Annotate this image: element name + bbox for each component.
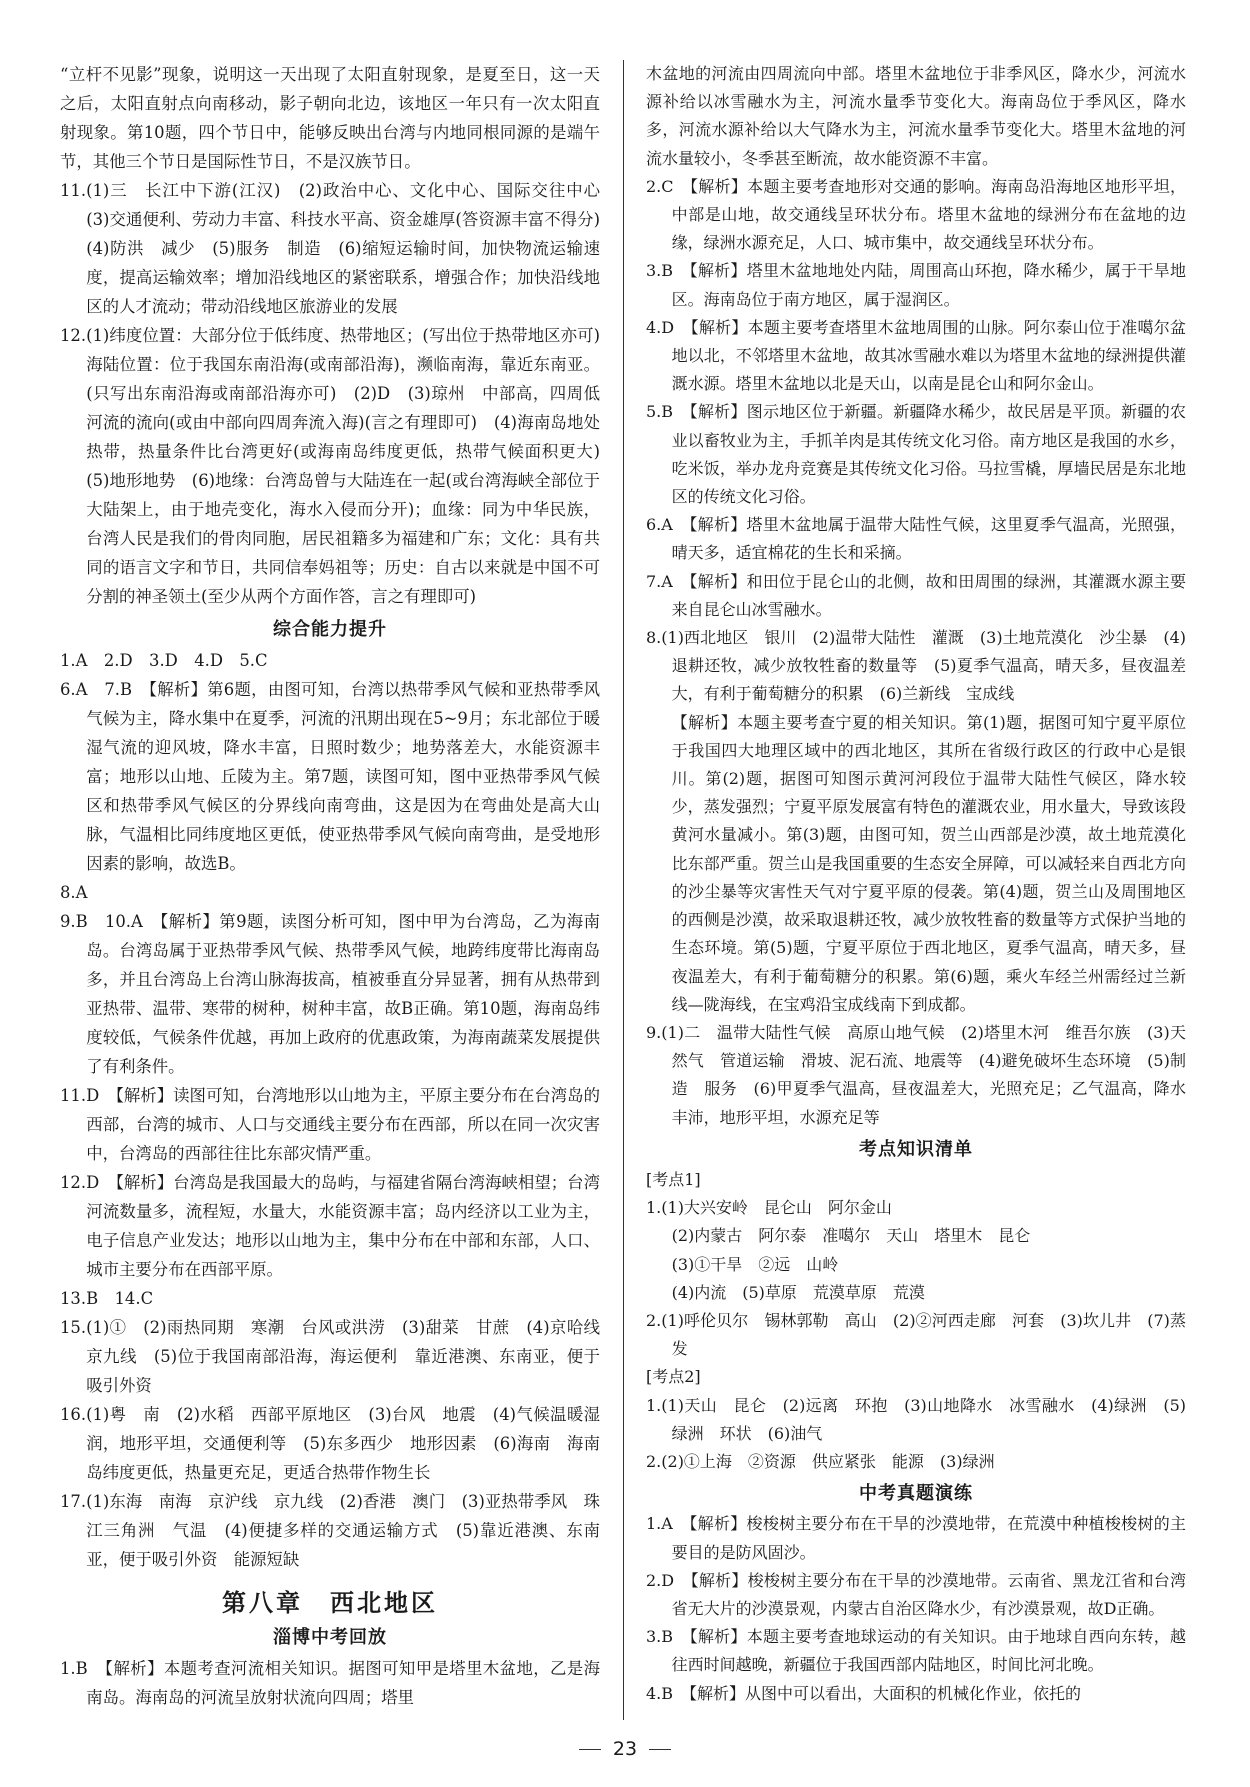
answer-item: 2.C 【解析】本题主要考查地形对交通的影响。海南岛沿海地区地形平坦，中部是山地，故交通线呈环状分布。塔里木盆地的绿洲分布在盆地的边缘，绿洲水源充足，人口、城市集中，故交通线呈环状分布。 xyxy=(646,176,1186,253)
answer-item: 3.B 【解析】本题主要考查地球运动的有关知识。由于地球自西向东转，越往西时间越晚，新疆位于我国西部内陆地区，时间比河北晚。 xyxy=(646,1627,1186,1675)
column-divider xyxy=(623,60,624,1720)
answer-item: 13.B 14.C xyxy=(60,1289,154,1308)
answer-item: 8.(1)西北地区 银川 (2)温带大陆性 灌溉 (3)土地荒漠化 沙尘暴 (4)退耕还牧，减少放牧牲畜的数量等 (5)夏季气温高，晴天多，昼夜温差大，有利于葡萄糖分的积累 (6)兰新线 宝成线 xyxy=(646,628,1186,704)
answer-item: 1.B 【解析】本题考查河流相关知识。据图可知甲是塔里木盆地，乙是海南岛。海南岛的河流呈放射状流向四周；塔里 xyxy=(60,1659,600,1707)
answer-item: 4.B 【解析】从图中可以看出，大面积的机械化作业，依托的 xyxy=(646,1683,1082,1703)
answer-item: 16.(1)粤 南 (2)水稻 西部平原地区 (3)台风 地震 (4)气候温暖湿润，地形平坦，交通便利等 (5)东多西少 地形因素 (6)海南 海南岛纬度更低，热量更充足，更适合热带作物生长 xyxy=(60,1405,600,1482)
answer-item: 7.A 【解析】和田位于昆仑山的北侧，故和田周围的绿洲，其灌溉水源主要来自昆仑山冰雪融水。 xyxy=(646,571,1186,619)
answer-item: 9.(1)二 温带大陆性气候 高原山地气候 (2)塔里木河 维吾尔族 (3)天然气 管道运输 滑坡、泥石流、地震等 (4)避免破坏生态环境 (5)制造 服务 (6)甲夏季气温高，昼夜温差大，光照充足；乙气温高，降水丰沛，地形平坦，水源充足等 xyxy=(646,1022,1186,1127)
answer-item: 1.(1)天山 昆仑 (2)远离 环抱 (3)山地降水 冰雪融水 (4)绿洲 (5)绿洲 环状 (6)油气 xyxy=(646,1395,1186,1443)
section-heading: 中考真题演练 xyxy=(859,1483,973,1505)
section-heading: 考点知识清单 xyxy=(859,1138,973,1160)
paragraph: [考点1] xyxy=(646,1169,701,1189)
page-number xyxy=(0,1738,1250,1760)
paragraph: “立杆不见影”现象，说明这一天出现了太阳直射现象，是夏至日，这一天之后，太阳直射点向南移动，影子朝向北边，该地区一年只有一次太阳直射现象。第10题，四个节日中，能够反映出台湾与内地同根同源的是端午节，其他三个节日是国际性节日，不是汉族节日。 xyxy=(60,65,600,171)
answer-item: 11.(1)三 长江中下游(江汉) (2)政治中心、文化中心、国际交往中心 (3)交通便利、劳动力丰富、科技水平高、资金雄厚(答资源丰富不得分) (4)防洪 减少 (5)服务 制造 (6)缩短运输时间，加快物流运输速度，提高运输效率；增加沿线地区的紧密联系，增强合作；加快沿线地区的人才流动；带动沿线地区旅游业的发展 xyxy=(60,181,617,316)
paragraph: [考点2] xyxy=(646,1367,701,1387)
answer-item: 11.D 【解析】读图可知，台湾地形以山地为主，平原主要分布在台湾岛的西部，台湾的城市、人口与交通线主要分布在西部，所以在同一次灾害中，台湾岛的西部往往比东部灾情严重。 xyxy=(60,1086,600,1163)
answer-item: 12.(1)纬度位置：大部分位于低纬度、热带地区；(写出位于热带地区亦可)海陆位置：位于我国东南沿海(或南部沿海)，濒临南海，靠近东南亚。(只写出东南沿海或南部沿海亦可) (2)D (3)琼州 中部高，四周低 河流的流向(或由中部向四周奔流入海)(言之有理即可) (4)海南岛地处热带，热量条件比台湾更好(或海南岛纬度更低，热带气候面积更大) (5)地形地势 (6)地缘：台湾岛曾与大陆连在一起(或台湾海峡全部位于大陆架上，由于地壳变化，海水入侵而分开)；血缘：同为中华民族，台湾人民是我们的骨肉同胞，居民祖籍多为福建和广东；文化：具有共同的语言文字和节日，共同信奉妈祖等；历史：自古以来就是中国不可分割的神圣领土(至少从两个方面作答，言之有理即可) xyxy=(60,326,617,606)
answer-item: 1.A 【解析】梭梭树主要分布在干旱的沙漠地带，在荒漠中种植梭梭树的主要目的是防风固沙。 xyxy=(646,1514,1186,1562)
chapter-title: 第八章 西北地区 xyxy=(222,1588,438,1617)
answer-item: 3.B 【解析】塔里木盆地地处内陆，周围高山环抱，降水稀少，属于干旱地区。海南岛位于南方地区，属于湿润区。 xyxy=(646,261,1186,309)
answer-item: 8.A xyxy=(60,883,88,902)
page-number-text: 23 xyxy=(612,1738,638,1760)
answer-item: 1.(1)大兴安岭 昆仑山 阿尔金山 xyxy=(646,1198,892,1218)
right-column xyxy=(646,60,1186,1708)
left-column xyxy=(60,60,617,1712)
answer-item: 6.A 【解析】塔里木盆地属于温带大陆性气候，这里夏季气温高，光照强，晴天多，适宜棉花的生长和采摘。 xyxy=(646,515,1186,563)
answer-item: 2.D 【解析】梭梭树主要分布在干旱的沙漠地带。云南省、黑龙江省和台湾省无大片的沙漠景观，内蒙古自治区降水少，有沙漠景观，故D正确。 xyxy=(646,1570,1186,1618)
sub-paragraph: 【解析】本题主要考查宁夏的相关知识。第(1)题，据图可知宁夏平原位于我国四大地理区域中的西北地区，其所在省级行政区的行政中心是银川。第(2)题，据图可知图示黄河河段位于温带大陆性气候区，降水较少，蒸发强烈；宁夏平原发展富有特色的灌溉农业，用水量大，导致该段黄河水量减小。第(3)题，由图可知，贺兰山西部是沙漠，故土地荒漠化比东部严重。贺兰山是我国重要的生态安全屏障，可以减轻来自西北方向的沙尘暴等灾害性天气对宁夏平原的侵袭。第(4)题，贺兰山及周围地区的西侧是沙漠，故采取退耕还牧，减少放牧牲畜的数量等方式保护当地的生态环境。第(5)题，宁夏平原位于西北地区，夏季气温高，晴天多，昼夜温差大，有利于葡萄糖分的积累。第(6)题，乘火车经兰州需经过兰新线—陇海线，在宝鸡沿宝成线南下到成都。 xyxy=(671,712,1186,1014)
section-heading: 综合能力提升 xyxy=(273,619,387,640)
answer-item: 2.(1)呼伦贝尔 锡林郭勒 高山 (2)②河西走廊 河套 (3)坎儿井 (7)蒸发 xyxy=(646,1310,1186,1359)
answer-item: 12.D 【解析】台湾岛是我国最大的岛屿，与福建省隔台湾海峡相望；台湾河流数量多，流程短，水量大，水能资源丰富；岛内经济以工业为主，电子信息产业发达；地形以山地为主，集中分布在中部和东部，人口、城市主要分布在西部平原。 xyxy=(60,1173,600,1279)
answer-item: 17.(1)东海 南海 京沪线 京九线 (2)香港 澳门 (3)亚热带季风 珠江三角洲 气温 (4)便捷多样的交通运输方式 (5)靠近港澳、东南亚，便于吸引外资 能源短缺 xyxy=(60,1492,600,1569)
page-number-dash-right xyxy=(649,1749,671,1750)
answer-item: 6.A 7.B 【解析】第6题，由图可知，台湾以热带季风气候和亚热带季风气候为主，降水集中在夏季，河流的汛期出现在5~9月；东北部位于暖湿气流的迎风坡，降水丰富，日照时数少；地势落差大，水能资源丰富；地形以山地、丘陵为主。第7题，读图可知，图中亚热带季风气候区和热带季风气候区的分界线向南弯曲，这是因为在弯曲处是高大山脉，气温相比同纬度地区更低，使亚热带季风气候向南弯曲，是受地形因素的影响，故选B。 xyxy=(60,680,600,873)
answer-item: 2.(2)①上海 ②资源 供应紧张 能源 (3)绿洲 xyxy=(646,1451,995,1471)
answer-item: 5.B 【解析】图示地区位于新疆。新疆降水稀少，故民居是平顶。新疆的农业以畜牧业为主，手抓羊肉是其传统文化习俗。南方地区是我国的水乡，吃米饭，举办龙舟竞赛是其传统文化习俗。马拉雪橇，厚墙民居是东北地区的传统文化习俗。 xyxy=(646,402,1186,507)
answer-item: 4.D 【解析】本题主要考查塔里木盆地周围的山脉。阿尔泰山位于准噶尔盆地以北，不邻塔里木盆地，故其冰雪融水难以为塔里木盆地的绿洲提供灌溉水源。塔里木盆地以北是天山，以南是昆仑山和阿尔金山。 xyxy=(646,317,1186,394)
answer-item: 1.A 2.D 3.D 4.D 5.C xyxy=(60,651,268,670)
sub-paragraph: (4)内流 (5)草原 荒漠草原 荒漠 xyxy=(671,1282,925,1302)
answer-item: 9.B 10.A 【解析】第9题，读图分析可知，图中甲为台湾岛，乙为海南岛。台湾岛属于亚热带季风气候、热带季风气候，地跨纬度带比海南岛多，并且台湾岛上台湾山脉海拔高，植被垂直分异显著，拥有从热带到亚热带、温带、寒带的树种，树种丰富，故B正确。第10题，海南岛纬度较低，气候条件优越，再加上政府的优惠政策，为海南蔬菜发展提供了有利条件。 xyxy=(60,912,600,1076)
answer-item: 15.(1)① (2)雨热同期 寒潮 台风或洪涝 (3)甜菜 甘蔗 (4)京哈线 京九线 (5)位于我国南部沿海，海运便利 靠近港澳、东南亚，便于吸引外资 xyxy=(60,1318,617,1395)
sub-paragraph: (3)①干旱 ②远 山岭 xyxy=(671,1254,839,1274)
page-number-dash-left xyxy=(579,1749,601,1750)
sub-paragraph: (2)内蒙古 阿尔泰 准噶尔 天山 塔里木 昆仑 xyxy=(671,1226,1031,1246)
paragraph: 木盆地的河流由四周流向中部。塔里木盆地位于非季风区，降水少，河流水源补给以冰雪融水为主，河流水量季节变化大。海南岛位于季风区，降水多，河流水源补给以大气降水为主，河流水量季节变化大。塔里木盆地的河流水量较小，冬季甚至断流，故水能资源不丰富。 xyxy=(646,64,1186,168)
section-heading: 淄博中考回放 xyxy=(273,1627,387,1648)
